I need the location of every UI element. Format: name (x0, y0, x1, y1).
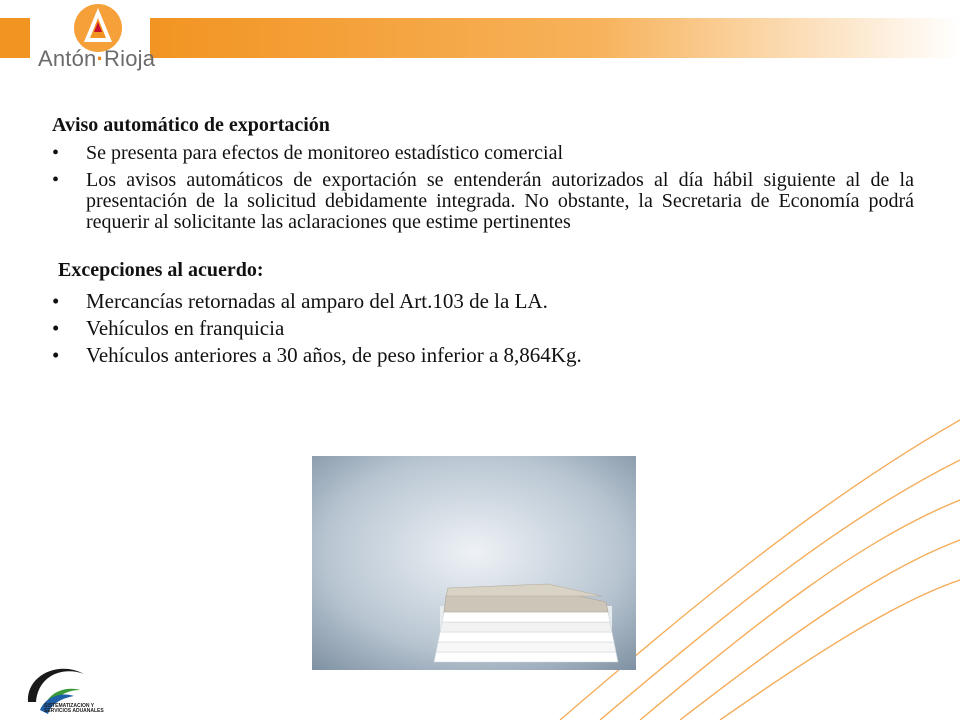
brand-name-right: Rioja (104, 46, 156, 71)
section1-list (46, 143, 914, 233)
section1-heading: Aviso automático de exportación (52, 114, 330, 136)
section2-heading: Excepciones al acuerdo: (58, 259, 264, 281)
list-item: • Mercancías retornadas al amparo del Art.103 de la LA. (46, 288, 914, 314)
slide-content (46, 114, 914, 369)
list-item: • Se presenta para efectos de monitoreo estadístico comercial (46, 143, 914, 164)
footer-company-text (44, 704, 104, 714)
stacked-folders-photo (312, 456, 636, 670)
footer-line1: SISTEMATIZACION Y (44, 703, 95, 709)
list-item: • Los avisos automáticos de exportación se entenderán autorizados al día hábil siguiente al de la presentación de la solicitud debidamente integrada. No obstante, la Secretaria de Economía podrá requerir al solicitante las aclaraciones que estime pertinentes (46, 170, 914, 233)
footer-line2: SERVICIOS ADUANALES (44, 708, 104, 714)
list-item: • Vehículos en franquicia (46, 315, 914, 341)
brand-name-left: Antón (38, 46, 97, 71)
brand-name: Antón·Rioja (38, 46, 156, 71)
section2-list (46, 288, 914, 368)
list-item: • Vehículos anteriores a 30 años, de peso inferior a 8,864Kg. (46, 342, 914, 368)
